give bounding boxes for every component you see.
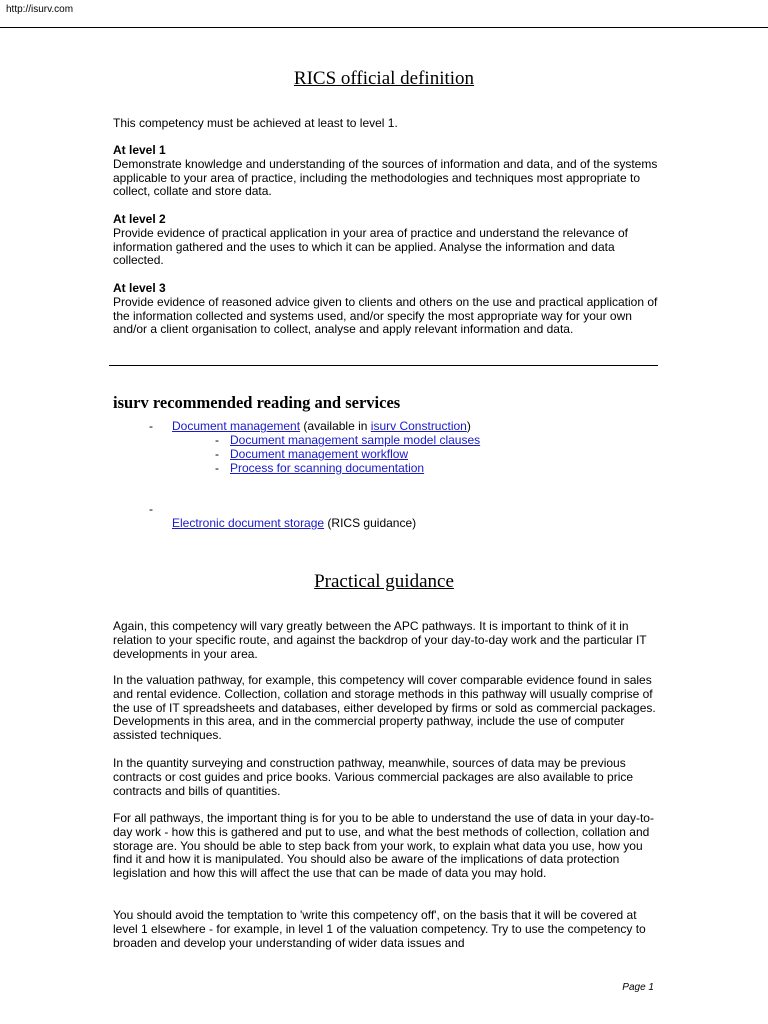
document-management-link[interactable]: Document management bbox=[172, 419, 301, 433]
subitem-3-dash: - bbox=[215, 461, 219, 475]
reading-item-2-dash: - bbox=[149, 502, 153, 516]
subitem-2-dash: - bbox=[215, 447, 219, 461]
electronic-document-storage-link[interactable]: Electronic document storage bbox=[172, 516, 325, 530]
model-clauses-link[interactable]: Document management sample model clauses bbox=[230, 433, 481, 447]
intro-text: This competency must be achieved at least to level 1. bbox=[113, 116, 398, 130]
level-1-block bbox=[113, 144, 658, 199]
definition-intro bbox=[113, 117, 658, 131]
section-divider bbox=[109, 365, 658, 366]
guidance-title: Practical guidance bbox=[314, 571, 454, 592]
reading-item-1 bbox=[172, 419, 471, 433]
reading-heading: isurv recommended reading and services bbox=[113, 393, 401, 412]
guidance-text-4: For all pathways, the important thing is for you to be able to understand the use of data in your day-to-day work - how this is gathered and put to use, and what the best methods of collection, collation and storage are. You should be able to step back from your work, to explain what data you use, how you find it and how it is manipulated. You should also be aware of the implications of data protection legislation and how this will affect the use that can be made of data you may hold. bbox=[113, 811, 654, 881]
level-3-block bbox=[113, 282, 658, 337]
level-1-text: Demonstrate knowledge and understanding of the sources of information and data, and of the systems applicable to your area of practice, including the methodologies and techniques most appropriate to collect, collate and store data. bbox=[113, 156, 658, 199]
level-2-text: Provide evidence of practical application in your area of practice and understand the relevance of information gathered and the uses to which it can be applied. Analyse the information and data collected. bbox=[113, 225, 628, 268]
reading-item-1-post: ) bbox=[466, 419, 471, 433]
header-url: http://isurv.com bbox=[6, 4, 74, 15]
level-2-heading: At level 2 bbox=[113, 212, 166, 226]
reading-item-1-pre: (available in bbox=[300, 419, 371, 433]
scanning-documentation-link[interactable]: Process for scanning documentation bbox=[230, 461, 425, 475]
guidance-paragraph-5 bbox=[113, 909, 658, 950]
guidance-text-5: You should avoid the temptation to 'write this competency off', on the basis that it will be covered at level 1 elsewhere - for example, in level 1 of the valuation competency. Try to use the competency to broaden and develop your understanding of wider data issues and bbox=[113, 908, 646, 950]
guidance-paragraph-4 bbox=[113, 812, 658, 881]
level-3-heading: At level 3 bbox=[113, 281, 166, 295]
isurv-construction-link[interactable]: isurv Construction bbox=[370, 419, 467, 433]
subitem-1-dash: - bbox=[215, 433, 219, 447]
definition-title: RICS official definition bbox=[293, 68, 475, 89]
header-divider bbox=[0, 27, 768, 28]
page-number: Page 1 bbox=[622, 982, 654, 993]
guidance-paragraph-3 bbox=[113, 757, 658, 798]
guidance-paragraph-1 bbox=[113, 620, 658, 661]
reading-item-1-dash: - bbox=[149, 419, 153, 433]
guidance-paragraph-2 bbox=[113, 674, 658, 743]
reading-item-2 bbox=[172, 516, 416, 530]
guidance-text-2: In the valuation pathway, for example, this competency will cover comparable evidence found in sales and rental evidence. Collection, collation and storage methods in this pathway will usually comprise of the use of IT spreadsheets and databases, either developed by firms or sold as commercial packages. Developments in this area, and in the commercial property pathway, include the use of computer assisted techniques. bbox=[113, 673, 656, 743]
workflow-link[interactable]: Document management workflow bbox=[230, 447, 409, 461]
level-3-text: Provide evidence of reasoned advice given to clients and others on the use and practical application of the information collected and systems used, and/or specify the most appropriate way for your own and/or a client organisation to collect, analyse and apply relevant information and data. bbox=[113, 294, 658, 337]
reading-item-2-post: (RICS guidance) bbox=[324, 516, 417, 530]
guidance-text-3: In the quantity surveying and construction pathway, meanwhile, sources of data may be previous contracts or cost guides and price books. Various commercial packages are also available to price contracts and bills of quantities. bbox=[113, 756, 634, 798]
level-2-block bbox=[113, 213, 658, 268]
level-1-heading: At level 1 bbox=[113, 143, 166, 157]
guidance-text-1: Again, this competency will vary greatly between the APC pathways. It is important to think of it in relation to your specific route, and against the backdrop of your day-to-day work and the particular IT developments in your area. bbox=[113, 619, 647, 661]
